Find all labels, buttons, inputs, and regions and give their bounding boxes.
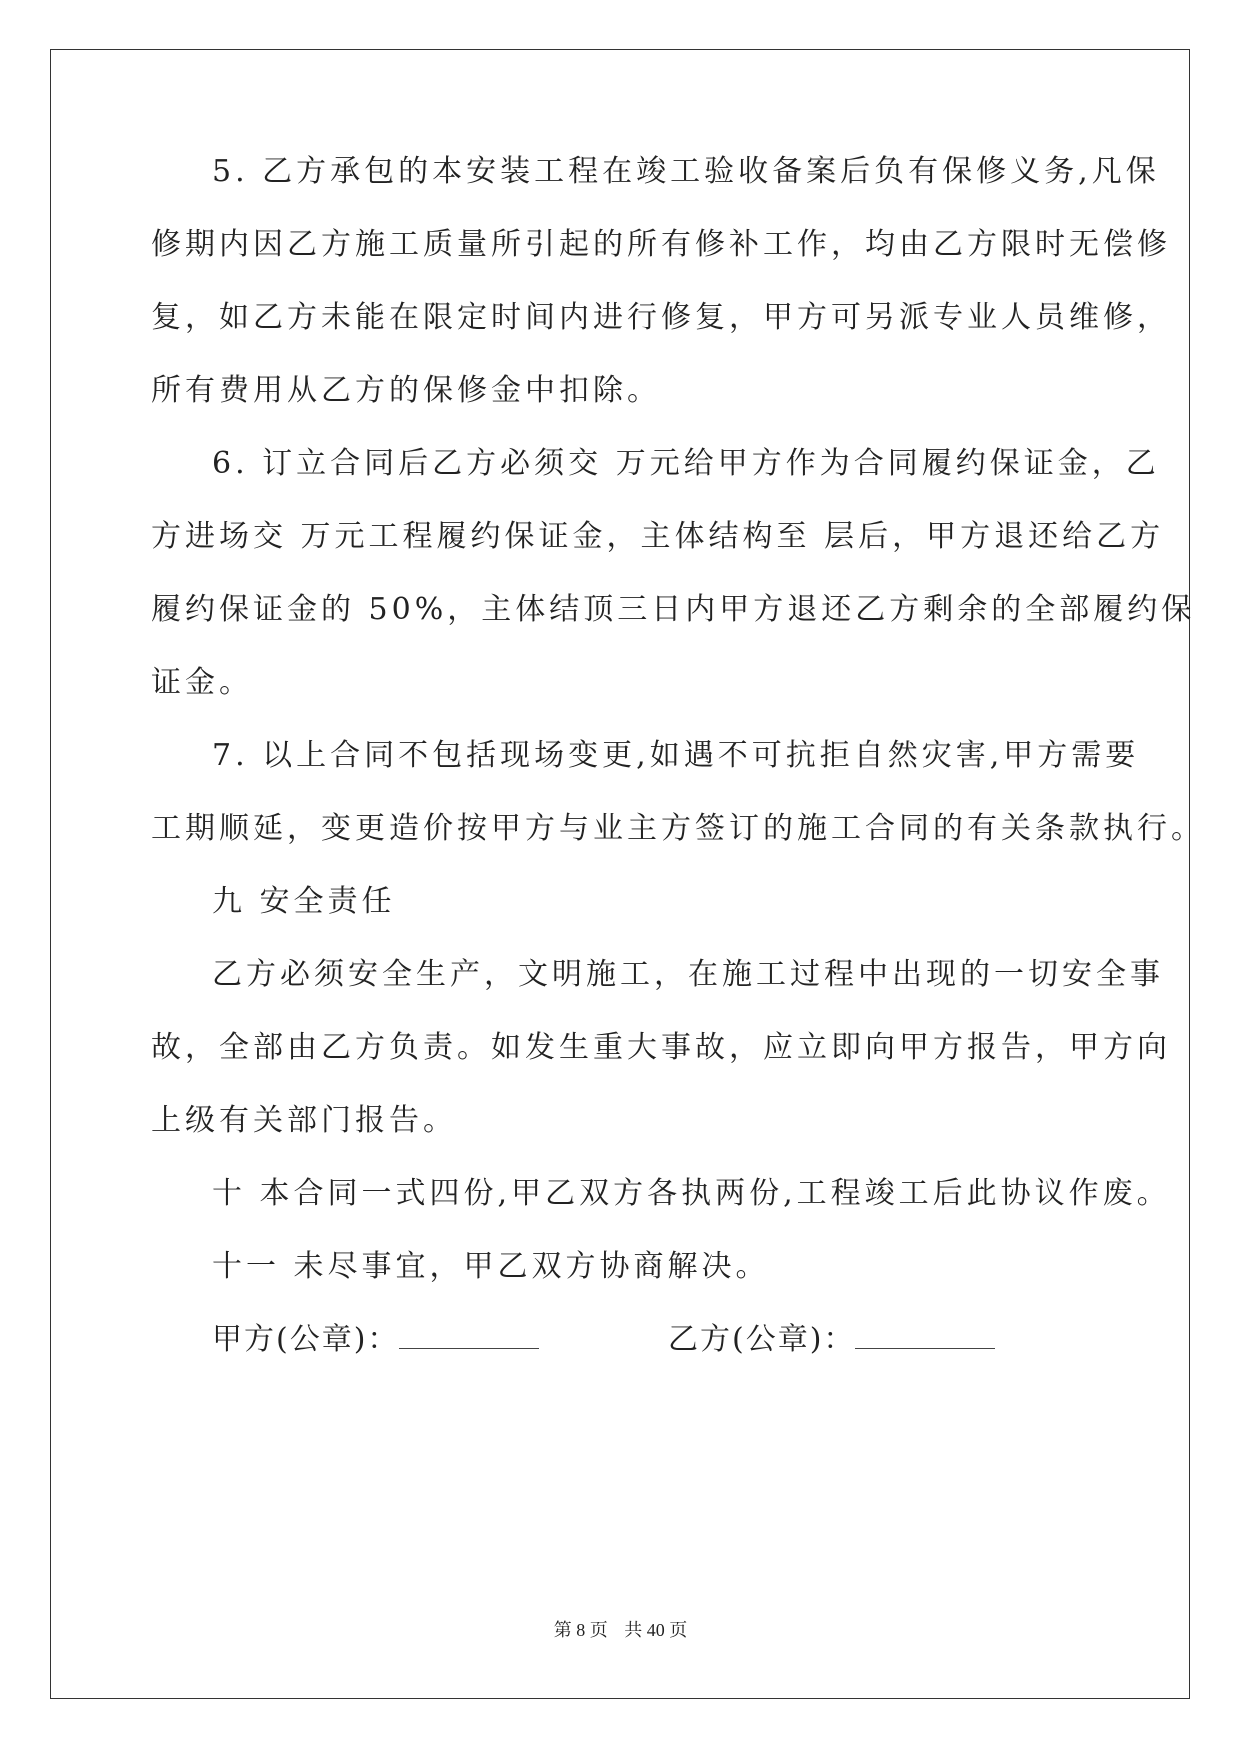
- safety-line-1: 乙方必须安全生产，文明施工，在施工过程中出现的一切安全事: [212, 957, 1164, 992]
- clause-6-line-2: 方进场交 万元工程履约保证金，主体结构至 层后，甲方退还给乙方: [151, 519, 1165, 554]
- section-11: 十一 未尽事宜，甲乙双方协商解决。: [212, 1249, 770, 1284]
- clause-6-line-1: 6. 订立合同后乙方必须交 万元给甲方作为合同履约保证金，乙: [212, 446, 1160, 481]
- clause-7-line-2: 工期顺延，变更造价按甲方与业主方签订的施工合同的有关条款执行。: [151, 811, 1205, 846]
- clause-6-line-4: 证金。: [151, 665, 253, 700]
- clause-5-line-2: 修期内因乙方施工质量所引起的所有修补工作，均由乙方限时无偿修: [151, 227, 1171, 262]
- clause-7-line-1: 7. 以上合同不包括现场变更,如遇不可抗拒自然灾害,甲方需要: [212, 738, 1140, 773]
- clause-5-line-4: 所有费用从乙方的保修金中扣除。: [151, 373, 661, 408]
- party-b-signature: [668, 1320, 995, 1360]
- page-border: [50, 49, 1190, 1699]
- clause-6-line-3: 履约保证金的 50%，主体结顶三日内甲方退还乙方剩余的全部履约保: [151, 592, 1196, 627]
- section-9-heading: 九 安全责任: [212, 884, 396, 919]
- party-a-blank: [399, 1320, 539, 1349]
- party-b-label: 乙方(公章)：: [668, 1322, 856, 1357]
- party-a-label: 甲方(公章)：: [212, 1322, 400, 1357]
- page-total: 共 40 页: [624, 1620, 688, 1640]
- page-number: 第 8 页: [553, 1620, 608, 1640]
- party-a-signature: [212, 1320, 539, 1360]
- clause-5-line-1: 5. 乙方承包的本安装工程在竣工验收备案后负有保修义务,凡保: [212, 154, 1160, 189]
- page-footer: [0, 1616, 1241, 1642]
- safety-line-3: 上级有关部门报告。: [151, 1103, 457, 1138]
- party-b-blank: [855, 1320, 995, 1349]
- clause-5-line-3: 复，如乙方未能在限定时间内进行修复，甲方可另派专业人员维修，: [151, 300, 1171, 335]
- section-10: 十 本合同一式四份,甲乙双方各执两份,工程竣工后此协议作废。: [212, 1176, 1171, 1211]
- safety-line-2: 故，全部由乙方负责。如发生重大事故，应立即向甲方报告，甲方向: [151, 1030, 1171, 1065]
